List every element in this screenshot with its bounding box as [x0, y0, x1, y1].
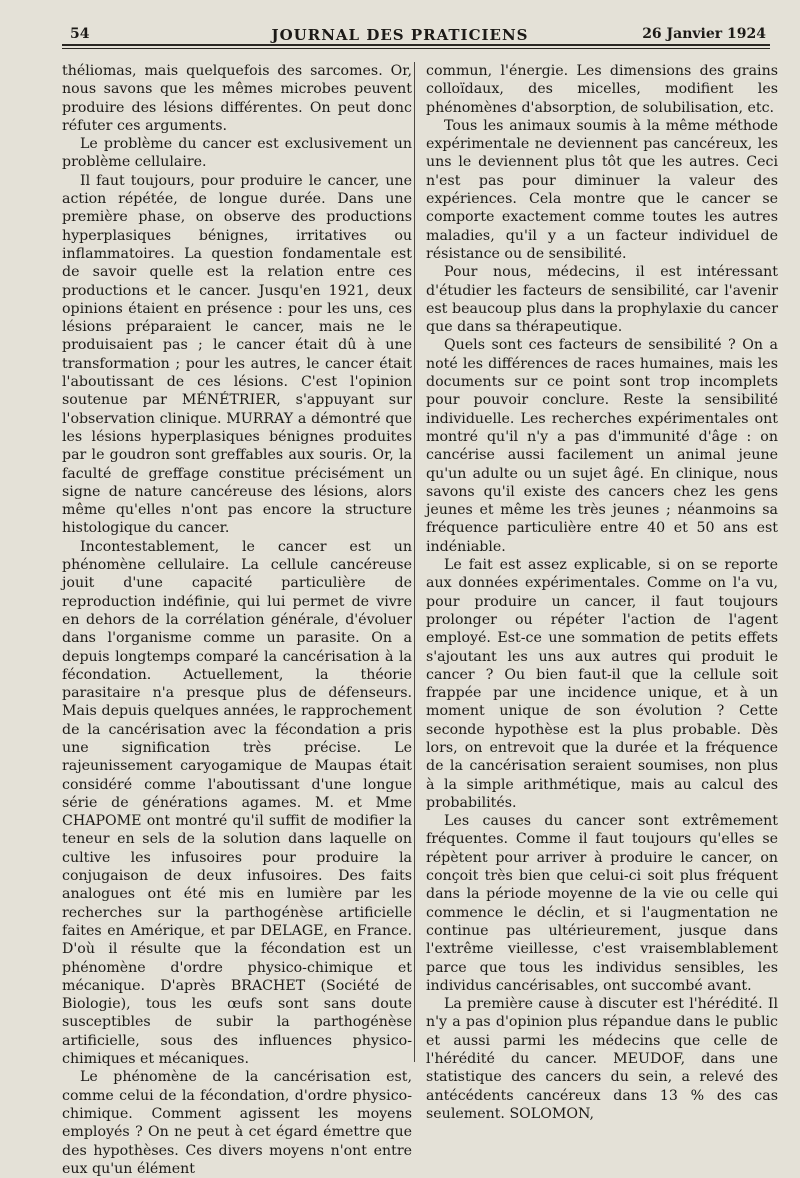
- issue-date: 26 Janvier 1924: [642, 26, 766, 42]
- paragraph: commun, l'énergie. Les dimensions des grains colloïdaux, des micelles, modifient les phénomènes d'absorption, de solubilisation, etc.: [426, 63, 778, 116]
- paragraph: Le problème du cancer est exclusivement un problème cellulaire.: [62, 136, 412, 171]
- paragraph: théliomas, mais quelquefois des sarcomes. Or, nous savons que les mêmes microbes peuvent produire des lésions différentes. On peut donc réfuter ces arguments.: [62, 63, 412, 134]
- paragraph: La première cause à discuter est l'hérédité. Il n'y a pas d'opinion plus répandue dans le public et aussi parmi les médecins que celle de l'hérédité du cancer. MEUDOF, dans une statistique des cancers du sein, a relevé des antécédents cancéreux dans 13 % des cas seulement. SOLOMON,: [426, 996, 778, 1122]
- journal-title: JOURNAL DES PRATICIENS: [271, 26, 529, 44]
- paragraph: Le fait est assez explicable, si on se reporte aux données expérimentales. Comme on l'a vu, pour produire un cancer, il faut toujours prolonger ou répéter l'action de l'agent employé. Est-ce une sommation de petits effets s'ajoutant les uns aux autres qui produit le cancer ? Ou bien faut-il que la cellule soit frappée par une incidence unique, et à un moment unique de son évolution ? Cette seconde hypothèse est la plus probable. Dès lors, on entrevoit que la durée et la fréquence de la cancérisation seraient soumises, non plus à la simple arithmétique, mais au calcul des probabilités.: [426, 557, 778, 811]
- paragraph: Pour nous, médecins, il est intéressant d'étudier les facteurs de sensibilité, car l'avenir est beaucoup plus dans la prophylaxie du cancer que dans sa thérapeutique.: [426, 264, 778, 336]
- paragraph: Quels sont ces facteurs de sensibilité ? On a noté les différences de races humaines, mais les documents sur ce point sont trop incomplets pour pouvoir conclure. Reste la sensibilité individuelle. Les recherches expérimentales ont montré qu'il n'y a pas d'immunité d'âge : on cancérise aussi facilement un animal jeune qu'un adulte ou un sujet âgé. En clinique, nous savons qu'il existe des cancers chez les gens jeunes et même les très jeunes ; néanmoins sa fréquence particulière entre 40 et 50 ans est indéniable.: [426, 337, 778, 555]
- header-rule: [62, 44, 770, 46]
- paragraph: Incontestablement, le cancer est un phénomène cellulaire. La cellule cancéreuse jouit d'une capacité particulière de reproduction indéfinie, qui lui permet de vivre en dehors de la corrélation générale, d'évoluer dans l'organisme comme un parasite. On a depuis longtemps comparé la cancérisation à la fécondation. Actuellement, la théorie parasitaire n'a presque plus de défenseurs. Mais depuis quelques années, le rapprochement de la cancérisation avec la fécondation a pris une signification très précise. Le rajeunissement caryogamique de Maupas était considéré comme l'aboutissant d'une longue série de générations agames. M. et Mme CHAPOME ont montré qu'il suffit de modifier la teneur en sels de la solution dans laquelle on cultive les infusoires pour produire la conjugaison de deux infusoires. Des faits analogues ont été mis en lumière par les recherches sur la parthogénèse artificielle faites en Amérique, et par DELAGE, en France. D'où il résulte que la fécondation est un phénomène d'ordre physico-chimique et mécanique. D'après BRACHET (Société de Biologie), tous les œufs sont sans doute susceptibles de subir la parthogénèse artificielle, sous des influences physico-chimiques et mécaniques.: [62, 538, 412, 1068]
- column-divider: [414, 62, 415, 1062]
- paragraph: Les causes du cancer sont extrêmement fréquentes. Comme il faut toujours qu'elles se répètent pour arriver à produire le cancer, on conçoit très bien que celui-ci soit plus fréquent dans la période moyenne de la vie ou celle qui commence le déclin, et si l'augmentation ne continue pas ultérieurement, jusque dans l'extrême vieillesse, c'est vraisemblablement parce que tous les individus sensibles, les individus cancérisables, ont succombé avant.: [426, 813, 778, 994]
- header-rule-thin: [62, 48, 770, 49]
- right-column: [426, 62, 778, 1123]
- left-column: [62, 62, 412, 1178]
- paragraph: Le phénomène de la cancérisation est, comme celui de la fécondation, d'ordre physico-chimique. Comment agissent les moyens employés ? On ne peut à cet égard émettre que des hypothèses. Ces divers moyens n'ont entre eux qu'un élément: [62, 1069, 412, 1177]
- page-number: 54: [70, 26, 90, 42]
- paragraph: Tous les animaux soumis à la même méthode expérimentale ne deviennent pas cancéreux, les uns le deviennent plus tôt que les autres. Ceci n'est pas pour diminuer la valeur des expériences. Cela montre que le cancer se comporte exactement comme toutes les autres maladies, qu'il y a un facteur individuel de résistance ou de sensibilité.: [426, 117, 778, 262]
- paragraph: Il faut toujours, pour produire le cancer, une action répétée, de longue durée. Dans une première phase, on observe des productions hyperplasiques bénignes, irritatives ou inflammatoires. La question fondamentale est de savoir quelle est la relation entre ces productions et le cancer. Jusqu'en 1921, deux opinions étaient en présence : pour les uns, ces lésions préparaient le cancer, mais ne le produisaient pas ; le cancer était dû à une transformation ; pour les autres, le cancer était l'aboutissant de ces lésions. C'est l'opinion soutenue par MÉNÉTRIER, s'appuyant sur l'observation clinique. MURRAY a démontré que les lésions hyperplasiques bénignes produites par le goudron sont greffables aux souris. Or, la faculté de greffage constitue précisément un signe de nature cancéreuse des lésions, alors même qu'elles n'ont pas encore la structure histologique du cancer.: [62, 172, 412, 537]
